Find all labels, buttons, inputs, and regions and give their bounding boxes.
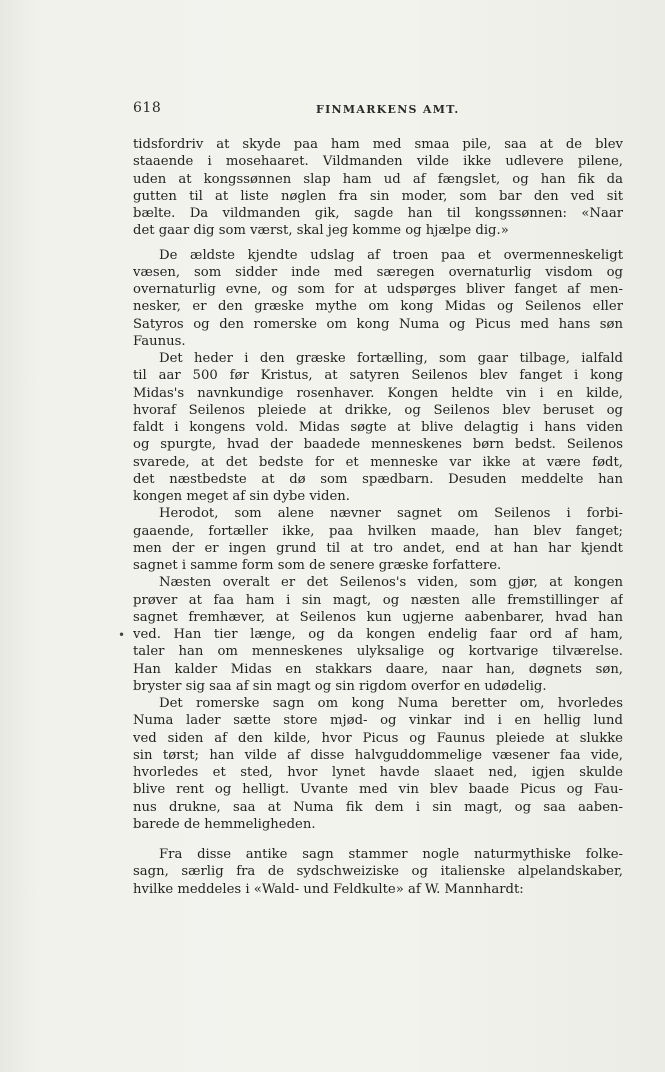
text-line: Det romerske sagn om kong Numa beretter om, hvorledes <box>159 696 623 711</box>
text-line: nesker, er den græske mythe om kong Midas og Seilenos eller <box>133 299 623 315</box>
text-line: hvilke meddeles i «Wald- und Feldkulte» af W. Mannhardt: <box>133 881 524 897</box>
text-line: staaende i mosehaaret. Vildmanden vilde ikke udlevere pilene, <box>133 154 623 170</box>
paragraph <box>133 574 623 695</box>
paragraph <box>133 505 623 574</box>
text-line: overnaturlig evne, og som for at udspørges bliver fanget af men- <box>133 282 623 297</box>
paragraph <box>133 247 623 351</box>
text-line: Næsten overalt er det Seilenos's viden, som gjør, at kongen <box>159 575 623 591</box>
text-line: væsen, som sidder inde med særegen overnaturlig visdom og <box>133 264 623 280</box>
text-line: Fra disse antike sagn stammer nogle naturmythiske folke- <box>159 847 623 862</box>
text-line: kongen meget af sin dybe viden. <box>133 489 350 504</box>
text-line: Det heder i den græske fortælling, som gaar tilbage, ialfald <box>159 351 623 366</box>
paragraph <box>133 136 623 240</box>
text-line: Satyros og den romerske om kong Numa og Picus med hans søn <box>133 316 623 332</box>
text-line: gaaende, fortæller ikke, paa hvilken maade, han blev fanget; <box>133 523 623 539</box>
text-line: ved siden af den kilde, hvor Picus og Faunus pleiede at slukke <box>133 730 623 746</box>
text-line: hvorledes et sted, hvor lynet havde slaaet ned, igjen skulde <box>133 765 623 780</box>
text-line: svarede, at det bedste for et menneske var ikke at være født, <box>133 454 623 470</box>
text-line: men der er ingen grund til at tro andet, end at han har kjendt <box>133 540 623 556</box>
text-line: De ældste kjendte udslag af troen paa et overmenneskeligt <box>159 247 623 263</box>
text-line: blive rent og helligt. Uvante med vin blev baade Picus og Fau- <box>133 782 623 798</box>
text-line: sagn, særlig fra de sydschweiziske og italienske alpelandskaber, <box>133 864 623 880</box>
text-line: sagnet fremhæver, at Seilenos kun ugjerne aabenbarer, hvad han <box>133 609 623 625</box>
text-line: Numa lader sætte store mjød- og vinkar ind i en hellig lund <box>133 713 623 729</box>
body-text <box>133 136 623 898</box>
page-header <box>133 100 623 120</box>
text-line: barede de hemmeligheden. <box>133 816 316 832</box>
text-line: sin tørst; han vilde af disse halvguddommelige væsener faa vide, <box>133 747 623 763</box>
text-line: Herodot, som alene nævner sagnet om Seilenos i forbi- <box>159 506 623 522</box>
text-line: hvoraf Seilenos pleiede at drikke, og Seilenos blev beruset og <box>133 402 623 418</box>
text-line: og spurgte, hvad der baadede menneskenes børn bedst. Seilenos <box>133 437 623 453</box>
text-line: prøver at faa ham i sin magt, og næsten alle fremstillinger af <box>133 592 623 608</box>
margin-dot-mark: • <box>118 628 126 642</box>
running-head: FINMARKENS AMT. <box>316 103 460 116</box>
page-number: 618 <box>133 100 162 116</box>
text-line: nus drukne, saa at Numa fik dem i sin magt, og saa aaben- <box>133 799 623 815</box>
paragraph <box>133 695 623 833</box>
text-line: gutten til at liste nøglen fra sin moder, som bar den ved sit <box>133 188 623 204</box>
text-line: bælte. Da vildmanden gik, sagde han til kongssønnen: «Naar <box>133 206 623 221</box>
text-line: Faunus. <box>133 333 186 349</box>
paragraph <box>133 350 623 505</box>
text-line: ved. Han tier længe, og da kongen endelig faar ord af ham, <box>133 627 623 642</box>
text-line: faldt i kongens vold. Midas søgte at blive delagtig i hans viden <box>133 420 623 435</box>
text-line: uden at kongssønnen slap ham ud af fængslet, og han fik da <box>133 171 623 187</box>
text-line: bryster sig saa af sin magt og sin rigdom overfor en udødelig. <box>133 678 547 694</box>
text-line: Midas's navnkundige rosenhaver. Kongen heldte vin i en kilde, <box>133 385 623 401</box>
text-line: Han kalder Midas en stakkars daare, naar han, døgnets søn, <box>133 661 623 677</box>
text-line: det gaar dig som værst, skal jeg komme og hjælpe dig.» <box>133 223 509 239</box>
text-line: taler han om menneskenes ulyksalige og kortvarige tilværelse. <box>133 644 623 660</box>
text-line: sagnet i samme form som de senere græske forfattere. <box>133 558 502 573</box>
text-line: tidsfordriv at skyde paa ham med smaa pile, saa at de blev <box>133 137 623 152</box>
paragraph <box>133 846 623 898</box>
text-line: det næstbedste at dø som spædbarn. Desuden meddelte han <box>133 471 623 487</box>
text-line: til aar 500 før Kristus, at satyren Seilenos blev fanget i kong <box>133 368 623 384</box>
